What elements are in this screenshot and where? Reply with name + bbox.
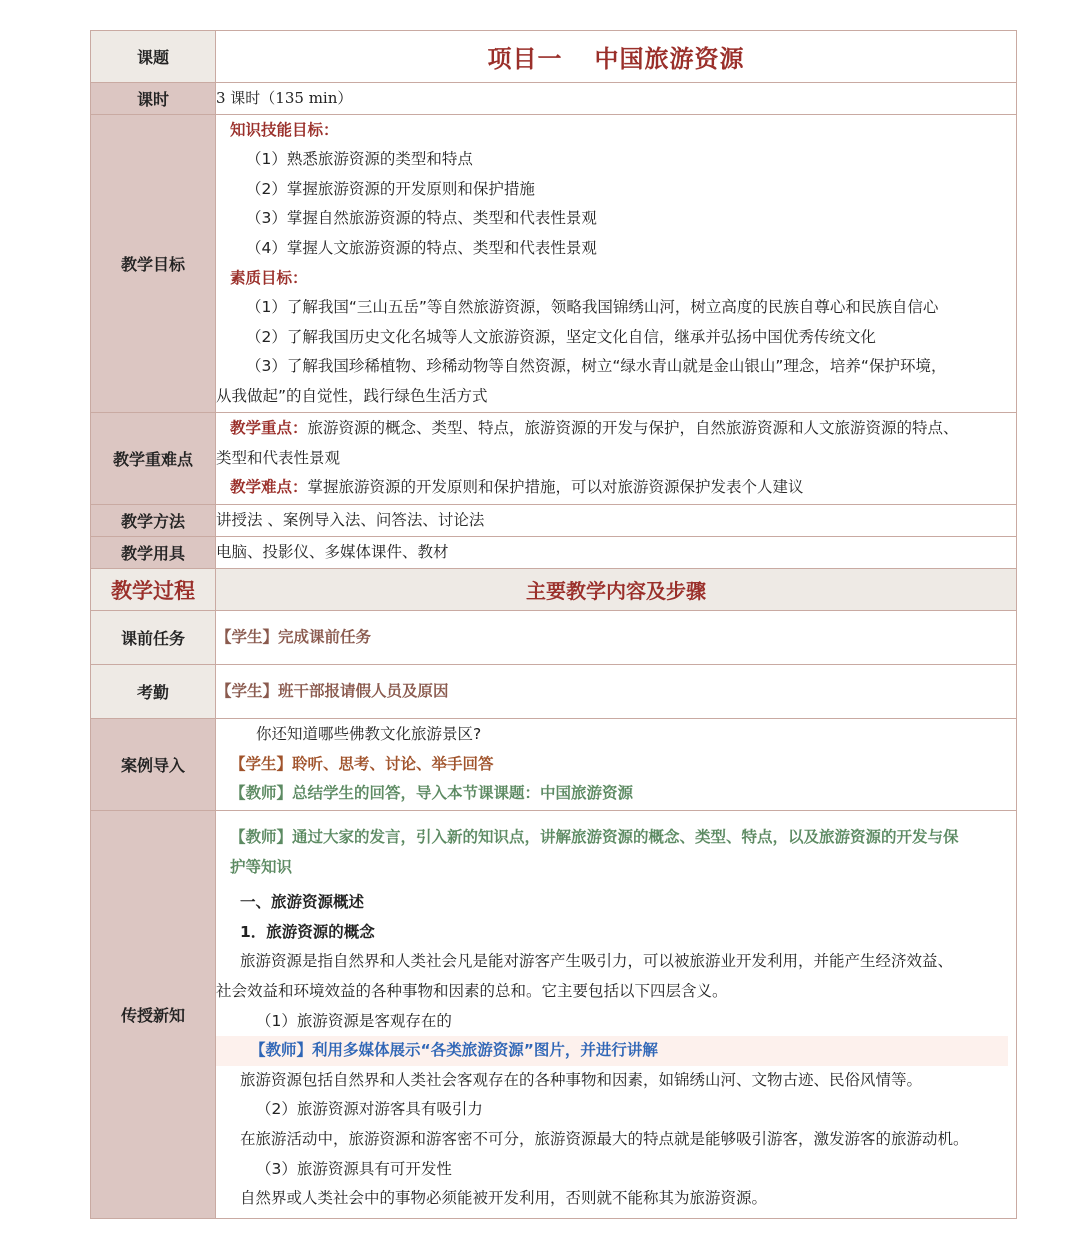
topic-label: 课题: [91, 31, 216, 83]
difficult-text: 掌握旅游资源的开发原则和保护措施，可以对旅游资源保护发表个人建议: [307, 478, 804, 497]
key-points-content: [216, 413, 1017, 505]
pre-class-row: [91, 611, 1017, 665]
key-text-continued: 类型和代表性景观: [216, 448, 341, 467]
sub-title: 1．旅游资源的概念: [240, 922, 375, 941]
key-points-label: 教学重难点: [91, 413, 216, 505]
hours-label: 课时: [91, 83, 216, 115]
para3: 在旅游活动中，旅游资源和游客密不可分，旅游资源最大的特点就是能够吸引游客，激发游客的旅游动机。: [240, 1129, 969, 1148]
lesson-plan-table: [90, 30, 1017, 1219]
key-line: [216, 414, 1016, 444]
attendance-row: [91, 665, 1017, 719]
title-main: 项目一: [487, 45, 563, 73]
point1: （1）旅游资源是客观存在的: [256, 1011, 452, 1030]
para1: 旅游资源是指自然界和人类社会凡是能对游客产生吸引力，可以被旅游业开发利用，并能产生经济效益、: [240, 952, 954, 971]
topic-row: [91, 31, 1017, 83]
difficult-line: [216, 473, 1016, 503]
key-points-row: [91, 413, 1017, 505]
attendance-label: 考勤: [91, 665, 216, 719]
case-student-line: [216, 750, 1016, 780]
knowledge-item: （2）掌握旅游资源的开发原则和保护措施: [246, 179, 535, 198]
case-intro-row: [91, 719, 1017, 811]
hours-row: [91, 83, 1017, 115]
new-knowledge-row: [91, 811, 1017, 1219]
knowledge-item: （4）掌握人文旅游资源的特点、类型和代表性景观: [246, 238, 597, 257]
knowledge-item: （1）熟悉旅游资源的类型和特点: [246, 150, 473, 169]
tools-label: 教学用具: [91, 537, 216, 569]
teacher-intro-continued: 护等知识: [230, 857, 293, 876]
objectives-content: [216, 115, 1017, 413]
objectives-row: [91, 115, 1017, 413]
case-student: 【学生】聆听、思考、讨论、举手回答: [230, 754, 494, 773]
process-header-row: [91, 569, 1017, 611]
process-header-right: 主要教学内容及步骤: [216, 569, 1017, 611]
difficult-heading: 教学难点：: [230, 478, 308, 497]
knowledge-heading: 知识技能目标：: [230, 120, 339, 139]
attendance-content: [216, 665, 1017, 719]
quality-item: （1）了解我国“三山五岳”等自然旅游资源，领略我国锦绣山河，树立高度的民族自尊心和民族自信心: [246, 298, 939, 317]
page-title: [216, 31, 1017, 83]
teacher-media-note: 【教师】利用多媒体展示“各类旅游资源”图片，并进行讲解: [216, 1036, 1008, 1066]
quality-item: （3）了解我国珍稀植物、珍稀动物等自然资源，树立“绿水青山就是金山银山”理念，培养“保护环境，: [246, 357, 947, 376]
tools-value: 电脑、投影仪、多媒体课件、教材: [216, 537, 1017, 569]
process-header-left: 教学过程: [91, 569, 216, 611]
new-knowledge-label: 传授新知: [91, 811, 216, 1219]
point3: （3）旅游资源具有可开发性: [256, 1159, 452, 1178]
quality-item: （2）了解我国历史文化名城等人文旅游资源，坚定文化自信，继承并弘扬中国优秀传统文化: [246, 327, 876, 346]
quality-item-continued: 从我做起”的自觉性，践行绿色生活方式: [216, 386, 488, 405]
pre-class-label: 课前任务: [91, 611, 216, 665]
objectives-label: 教学目标: [91, 115, 216, 413]
case-teacher-line: [216, 779, 1016, 809]
pre-class-text: 【学生】完成课前任务: [216, 627, 372, 646]
quality-heading: 素质目标：: [230, 268, 308, 287]
knowledge-item: （3）掌握自然旅游资源的特点、类型和代表性景观: [246, 209, 597, 228]
para4: 自然界或人类社会中的事物必须能被开发利用，否则就不能称其为旅游资源。: [240, 1189, 768, 1208]
tools-row: [91, 537, 1017, 569]
para1-continued: 社会效益和环境效益的各种事物和因素的总和。它主要包括以下四层含义。: [216, 981, 728, 1000]
teacher-intro: 【教师】通过大家的发言，引入新的知识点，讲解旅游资源的概念、类型、特点，以及旅游资源的开发与保: [230, 828, 959, 846]
case-intro-label: 案例导入: [91, 719, 216, 811]
hours-value: 3 课时（135 min）: [216, 83, 1017, 115]
key-text: 旅游资源的概念、类型、特点，旅游资源的开发与保护，自然旅游资源和人文旅游资源的特点、: [307, 419, 959, 438]
case-teacher: 【教师】总结学生的回答，导入本节课课题：中国旅游资源: [230, 784, 634, 803]
case-question: 你还知道哪些佛教文化旅游景区?: [256, 725, 482, 744]
title-sub: 中国旅游资源: [594, 45, 745, 73]
new-knowledge-content: [216, 811, 1017, 1219]
para2: 旅游资源包括自然界和人类社会客观存在的各种事物和因素，如锦绣山河、文物古迹、民俗风情等。: [240, 1070, 923, 1089]
point2: （2）旅游资源对游客具有吸引力: [256, 1100, 483, 1119]
attendance-text: 【学生】班干部报请假人员及原因: [216, 681, 449, 700]
section-title: 一、旅游资源概述: [240, 893, 365, 912]
methods-label: 教学方法: [91, 505, 216, 537]
pre-class-content: [216, 611, 1017, 665]
methods-value: 讲授法 、案例导入法、问答法、讨论法: [216, 505, 1017, 537]
methods-row: [91, 505, 1017, 537]
case-intro-content: [216, 719, 1017, 811]
key-heading: 教学重点：: [230, 419, 308, 438]
